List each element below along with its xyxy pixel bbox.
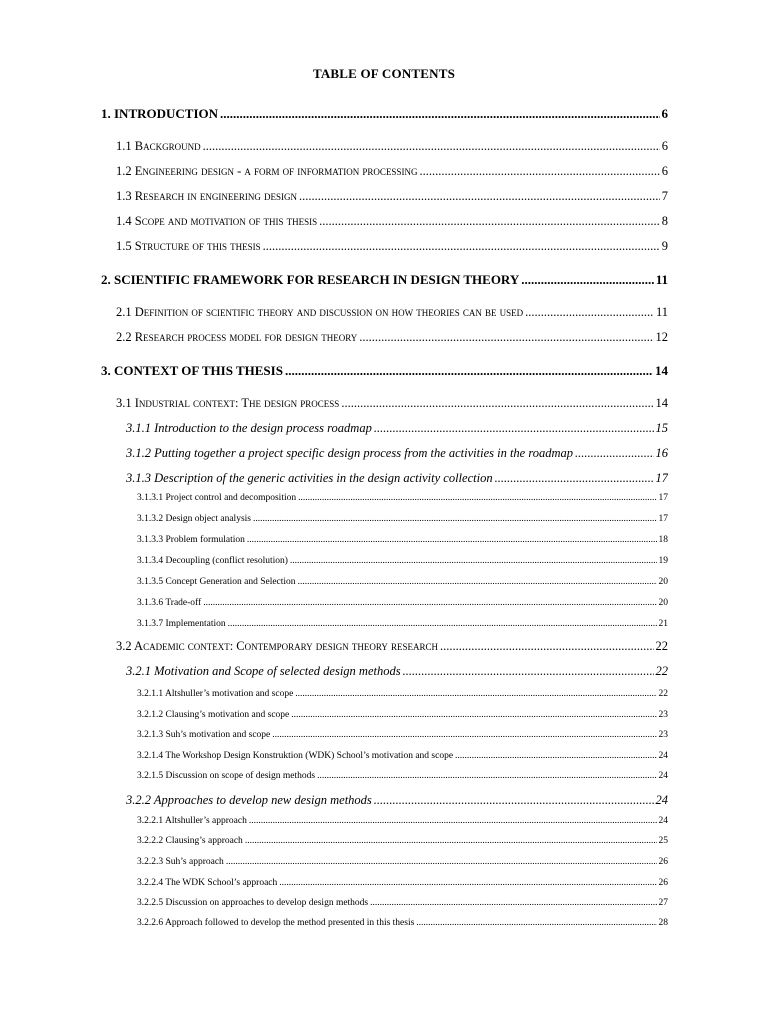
toc-entry-page-number: 17 — [658, 514, 668, 524]
toc-entry-page-number: 22 — [655, 664, 668, 678]
toc-entry-level-2[interactable] — [116, 305, 668, 325]
toc-entry-level-3[interactable] — [126, 471, 668, 491]
toc-entry-page-number: 19 — [658, 556, 668, 566]
dot-leader — [359, 330, 653, 345]
toc-entry-label: 3. CONTEXT OF THIS THESIS — [101, 363, 283, 378]
toc-entry-level-4[interactable] — [137, 619, 668, 639]
toc-entry-level-4[interactable] — [137, 577, 668, 597]
toc-entry-page-number: 24 — [658, 816, 668, 826]
toc-entry-label: 3.1.3.6 Trade-off — [137, 598, 202, 608]
toc-title: TABLE OF CONTENTS — [312, 66, 456, 81]
toc-entry-page-number: 6 — [661, 106, 668, 121]
toc-entry-label: 3.1.3 Description of the generic activities in the design activity collection — [126, 471, 493, 485]
toc-entry-label: 3.1.3.5 Concept Generation and Selection — [137, 577, 296, 587]
dot-leader — [220, 106, 659, 122]
toc-entry-level-4[interactable] — [137, 898, 668, 918]
toc-entry-level-4[interactable] — [137, 878, 668, 898]
toc-entry-label: 2.1 Definition of scientific theory and discussion on how theories can be used — [116, 305, 524, 319]
toc-entry-page-number: 9 — [661, 239, 668, 253]
dot-leader — [226, 857, 657, 867]
toc-entry-page-number: 14 — [655, 363, 668, 378]
toc-entry-level-3[interactable] — [126, 793, 668, 813]
toc-entry-level-2[interactable] — [116, 189, 668, 209]
toc-entry-page-number: 20 — [658, 598, 668, 608]
toc-entry-page-number: 12 — [655, 330, 668, 344]
toc-entry-label: 1.5 Structure of this thesis — [116, 239, 261, 253]
dot-leader — [285, 363, 653, 379]
toc-entry-label: 3.2.1.3 Suh’s motivation and scope — [137, 730, 271, 740]
toc-entry-level-2[interactable] — [116, 639, 668, 659]
toc-entry-label: 3.2.2.5 Discussion on approaches to develop design methods — [137, 898, 369, 908]
dot-leader — [203, 598, 656, 608]
toc-entry-page-number: 15 — [655, 421, 668, 435]
dot-leader — [416, 918, 656, 928]
dot-leader — [245, 836, 657, 846]
dot-leader — [247, 535, 657, 545]
toc-entry-page-number: 27 — [658, 898, 668, 908]
toc-entry-page-number: 17 — [655, 471, 668, 485]
dot-leader — [317, 771, 656, 781]
dot-leader — [455, 751, 656, 761]
toc-entry-page-number: 11 — [655, 305, 668, 319]
dot-leader — [495, 471, 654, 486]
toc-entry-level-4[interactable] — [137, 771, 668, 791]
dot-leader — [525, 305, 654, 320]
toc-entry-level-4[interactable] — [137, 918, 668, 938]
toc-entry-label: 3.2.1.1 Altshuller’s motivation and scope — [137, 689, 294, 699]
dot-leader — [295, 689, 656, 699]
toc-entry-page-number: 24 — [658, 751, 668, 761]
toc-entry-page-number: 6 — [661, 139, 668, 153]
toc-entry-level-4[interactable] — [137, 556, 668, 576]
toc-entry-page-number: 8 — [661, 214, 668, 228]
toc-entry-label: 3.1.3.1 Project control and decomposition — [137, 493, 297, 503]
dot-leader — [263, 239, 660, 254]
toc-entry-page-number: 24 — [658, 771, 668, 781]
toc-entry-label: 3.1.3.7 Implementation — [137, 619, 226, 629]
dot-leader — [575, 446, 653, 461]
toc-entry-page-number: 16 — [655, 446, 668, 460]
toc-entry-page-number: 6 — [661, 164, 668, 178]
toc-entry-page-number: 21 — [658, 619, 668, 629]
toc-entry-level-2[interactable] — [116, 139, 668, 159]
toc-entry-label: 3.2.2.1 Altshuller’s approach — [137, 816, 247, 826]
dot-leader — [279, 878, 656, 888]
toc-entry-label: 3.2.1 Motivation and Scope of selected design methods — [126, 664, 401, 678]
toc-entry-page-number: 20 — [658, 577, 668, 587]
toc-entry-label: 1. INTRODUCTION — [101, 106, 219, 121]
toc-entry-level-4[interactable] — [137, 730, 668, 750]
toc-entry-page-number: 25 — [658, 836, 668, 846]
toc-entry-page-number: 23 — [658, 730, 668, 740]
toc-entry-label: 1.4 Scope and motivation of this thesis — [116, 214, 318, 228]
toc-entry-page-number: 23 — [658, 710, 668, 720]
toc-entry-page-number: 26 — [658, 878, 668, 888]
toc-entry-level-4[interactable] — [137, 514, 668, 534]
toc-entry-level-2[interactable] — [116, 214, 668, 234]
toc-entry-label: 3.1.3.3 Problem formulation — [137, 535, 245, 545]
toc-entry-label: 3.1.3.4 Decoupling (conflict resolution) — [137, 556, 288, 566]
toc-entry-page-number: 28 — [658, 918, 668, 928]
toc-entry-page-number: 14 — [655, 396, 668, 410]
dot-leader — [374, 421, 654, 436]
dot-leader — [253, 514, 657, 524]
toc-entry-label: 3.2.1.5 Discussion on scope of design methods — [137, 771, 316, 781]
dot-leader — [370, 898, 656, 908]
toc-entry-level-4[interactable] — [137, 535, 668, 555]
toc-entry-page-number: 22 — [658, 689, 668, 699]
toc-entry-level-2[interactable] — [116, 239, 668, 259]
dot-leader — [203, 139, 660, 154]
toc-entry-level-1[interactable] — [101, 106, 668, 126]
toc-entry-level-3[interactable] — [126, 664, 668, 684]
dot-leader — [298, 493, 656, 503]
toc-entry-label: 3.2.2.4 The WDK School’s approach — [137, 878, 278, 888]
toc-entry-level-3[interactable] — [126, 446, 668, 466]
toc-entry-level-4[interactable] — [137, 493, 668, 513]
toc-entry-page-number: 7 — [661, 189, 668, 203]
dot-leader — [403, 664, 654, 679]
toc-entry-label: 3.1.3.2 Design object analysis — [137, 514, 251, 524]
toc-entry-level-4[interactable] — [137, 598, 668, 618]
dot-leader — [419, 164, 659, 179]
toc-entry-label: 3.2.2.3 Suh’s approach — [137, 857, 224, 867]
toc-entry-level-4[interactable] — [137, 751, 668, 771]
toc-entry-label: 3.2.1.2 Clausing’s motivation and scope — [137, 710, 290, 720]
toc-entry-page-number: 22 — [655, 639, 668, 653]
toc-entry-page-number: 24 — [655, 793, 668, 807]
toc-entry-label: 2. SCIENTIFIC FRAMEWORK FOR RESEARCH IN DESIGN THEORY — [101, 272, 520, 287]
toc-entry-level-4[interactable] — [137, 710, 668, 730]
toc-entry-level-1[interactable] — [101, 363, 668, 383]
toc-entry-page-number: 26 — [658, 857, 668, 867]
toc-entry-label: 3.1 Industrial context: The design process — [116, 396, 340, 410]
toc-entry-label: 3.2.2 Approaches to develop new design methods — [126, 793, 372, 807]
toc-entry-page-number: 11 — [655, 272, 668, 287]
dot-leader — [374, 793, 654, 808]
toc-entry-level-2[interactable] — [116, 396, 668, 416]
toc-entry-label: 3.2.1.4 The Workshop Design Konstruktion (WDK) School’s motivation and scope — [137, 751, 454, 761]
toc-entry-label: 3.2.2.2 Clausing’s approach — [137, 836, 243, 846]
dot-leader — [440, 639, 653, 654]
toc-entry-page-number: 18 — [658, 535, 668, 545]
toc-entry-level-4[interactable] — [137, 689, 668, 709]
toc-entry-level-1[interactable] — [101, 272, 668, 292]
dot-leader — [272, 730, 656, 740]
toc-entry-label: 3.2.2.6 Approach followed to develop the method presented in this thesis — [137, 918, 415, 928]
toc-entry-label: 1.2 Engineering design - a form of information processing — [116, 164, 418, 178]
toc-entry-level-4[interactable] — [137, 857, 668, 877]
toc-entry-level-3[interactable] — [126, 421, 668, 441]
toc-entry-label: 3.2 Academic context: Contemporary design theory research — [116, 639, 439, 653]
toc-entry-page-number: 17 — [658, 493, 668, 503]
toc-entry-label: 3.1.2 Putting together a project specific design process from the activities in the roadmap — [126, 446, 574, 460]
dot-leader — [521, 272, 653, 288]
toc-entry-level-2[interactable] — [116, 330, 668, 350]
dot-leader — [298, 577, 657, 587]
dot-leader — [319, 214, 660, 229]
toc-entry-label: 3.1.1 Introduction to the design process roadmap — [126, 421, 372, 435]
dot-leader — [290, 556, 657, 566]
dot-leader — [299, 189, 660, 204]
dot-leader — [291, 710, 656, 720]
toc-entry-level-4[interactable] — [137, 836, 668, 856]
toc-entry-level-4[interactable] — [137, 816, 668, 836]
toc-entry-label: 1.1 Background — [116, 139, 201, 153]
dot-leader — [249, 816, 657, 826]
toc-entry-label: 2.2 Research process model for design theory — [116, 330, 358, 344]
toc-entry-level-2[interactable] — [116, 164, 668, 184]
dot-leader — [341, 396, 653, 411]
toc-entry-label: 1.3 Research in engineering design — [116, 189, 297, 203]
dot-leader — [228, 619, 657, 629]
